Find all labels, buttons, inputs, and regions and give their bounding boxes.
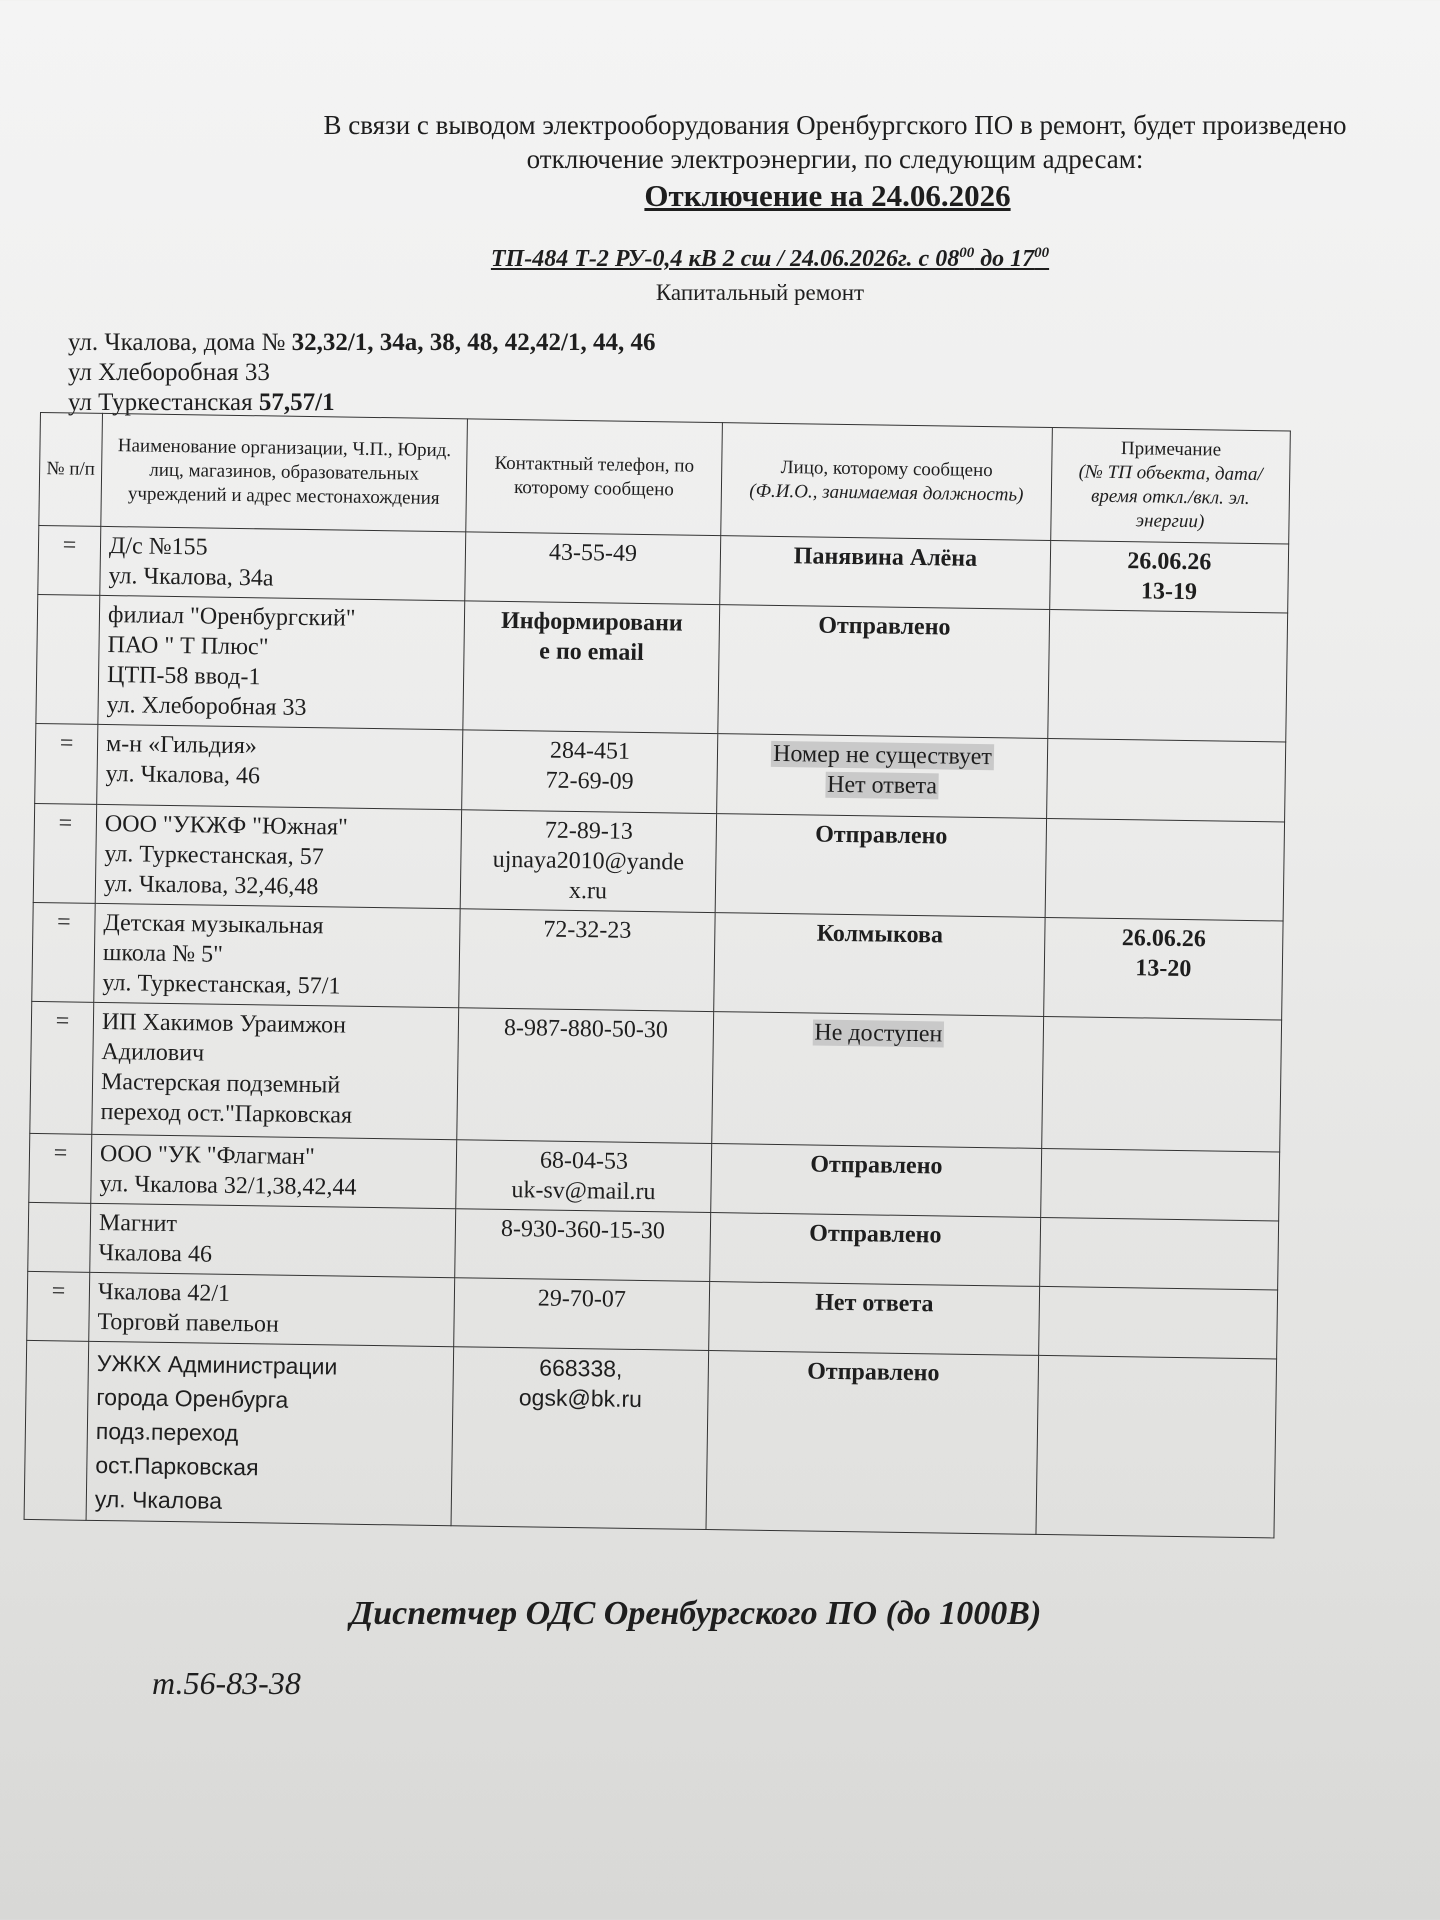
note-cell-line: 13-20 <box>1135 955 1192 983</box>
contact-cell-line: Отправлено <box>807 1358 940 1387</box>
header-num: № п/п <box>39 413 103 527</box>
contact-cell-line <box>722 1016 1035 1051</box>
contact-cell-line <box>726 738 1039 773</box>
phone-cell-line: Информировани <box>500 607 683 637</box>
organization-cell-line: Чкалова 42/1 <box>97 1278 231 1307</box>
subtitle-sup-start: 00 <box>959 245 975 261</box>
organization-cell-line: ул. Хлеборобная 33 <box>106 692 307 721</box>
address-street: ул Туркестанская <box>68 389 259 416</box>
row-number <box>24 1340 89 1520</box>
intro-line-1: В связи с выводом электрооборудования Оренбургского ПО в ремонт, будет произведено <box>323 110 1347 140</box>
organization-cell-line: м-н «Гильдия» <box>105 731 258 760</box>
organization-cell-line: ул. Чкалова 32/1,38,42,44 <box>99 1170 357 1201</box>
phone-cell-line: 668338, <box>539 1354 623 1382</box>
phone-cell <box>460 810 716 913</box>
phone-cell <box>463 601 720 734</box>
note-cell <box>1039 1286 1278 1359</box>
row-number: = <box>27 1271 90 1341</box>
contact-cell-line: Отправлено <box>810 1151 943 1180</box>
organization-cell-line: ПАО " Т Плюс" <box>107 632 269 661</box>
phone-cell-line: ujnaya2010@yande <box>492 846 685 876</box>
contact-cell-line: Отправлено <box>809 1220 942 1249</box>
address-houses: 57,57/1 <box>258 389 335 416</box>
organization-cell-line: ООО "УКЖФ "Южная" <box>104 811 348 841</box>
note-cell <box>1045 818 1284 921</box>
organization-cell-line: ул. Туркестанская, 57 <box>104 841 324 871</box>
organization-cell-line: подз.переход <box>95 1417 239 1447</box>
highlighted-text: Номер не существует <box>772 740 993 771</box>
address-street: ул. Чкалова, дома № <box>68 329 292 356</box>
address-list <box>68 328 656 418</box>
note-cell <box>1040 1217 1279 1290</box>
outage-subtitle <box>420 245 1120 273</box>
header-note <box>1051 428 1291 545</box>
organization-cell <box>100 526 466 600</box>
contact-cell <box>709 1282 1040 1356</box>
note-cell <box>1041 1148 1280 1221</box>
contact-cell <box>712 1012 1044 1149</box>
note-cell <box>1050 541 1289 614</box>
note-cell <box>1048 610 1288 743</box>
row-number: = <box>33 803 96 903</box>
row-number <box>28 1202 91 1272</box>
phone-cell-line: 72-32-23 <box>543 916 632 944</box>
subtitle-sup-end: 00 <box>1034 245 1050 261</box>
header-person <box>721 423 1053 541</box>
organization-cell-line: ул. Чкалова, 32,46,48 <box>103 871 319 901</box>
highlighted-text: Не доступен <box>814 1019 943 1048</box>
header-note-label: Примечание <box>1120 438 1222 461</box>
contact-cell <box>717 734 1048 819</box>
phone-cell-line: 29-70-07 <box>537 1285 627 1313</box>
dispatcher-phone: т.56-83-38 <box>152 1665 301 1701</box>
address-street: ул Хлеборобная 33 <box>68 359 270 386</box>
phone-cell <box>451 1347 709 1530</box>
subtitle-mid: до 17 <box>974 246 1035 272</box>
subtitle-main: ТП-484 Т-2 РУ-0,4 кВ 2 сш / 24.06.2026г. с 08 <box>490 246 960 272</box>
table-row <box>30 1001 1282 1152</box>
organization-cell-line: Адилович <box>101 1038 205 1067</box>
organization-cell-line: Торговй павельон <box>97 1308 280 1338</box>
organization-cell-line: ул. Чкалова <box>94 1485 223 1514</box>
highlighted-text: Нет ответа <box>826 771 938 800</box>
organization-cell-line: Чкалова 46 <box>98 1239 213 1268</box>
page-title: Отключение на 24.06.2026 <box>644 178 1011 213</box>
intro-line-2: отключение электроэнергии, по следующим адресам: <box>526 144 1144 174</box>
contact-cell-line: Нет ответа <box>815 1289 934 1318</box>
organization-cell <box>89 1272 455 1346</box>
contact-cell <box>711 1144 1042 1218</box>
note-cell-line: 13-19 <box>1140 578 1198 606</box>
intro-text <box>250 108 1420 176</box>
work-type: Капитальный ремонт <box>655 280 865 305</box>
contact-cell <box>720 536 1051 610</box>
phone-cell-line: 72-69-09 <box>545 767 634 795</box>
organization-cell <box>95 804 461 908</box>
phone-cell-line: uk-sv@mail.ru <box>511 1177 656 1206</box>
contact-cell-line: Колмыкова <box>816 920 944 949</box>
organization-cell <box>91 1134 457 1208</box>
address-line <box>68 358 656 388</box>
organization-cell-line: ООО "УК "Флагман" <box>99 1140 315 1171</box>
organization-cell-line: УЖКХ Администрации <box>96 1349 338 1380</box>
phone-cell-line: 43-55-49 <box>548 539 638 567</box>
note-cell-line: 26.06.26 <box>1127 548 1212 576</box>
table-body <box>24 525 1289 1537</box>
phone-cell-line: 68-04-53 <box>539 1147 629 1175</box>
note-cell-line: 26.06.26 <box>1121 925 1206 953</box>
organization-cell-line: ЦТП-58 ввод-1 <box>106 662 261 691</box>
contact-cell-line: Панявина Алёна <box>793 543 978 572</box>
notification-table <box>24 412 1291 1538</box>
phone-cell <box>462 730 718 814</box>
contact-cell <box>715 814 1046 918</box>
row-number: = <box>32 902 95 1002</box>
organization-cell <box>86 1341 454 1525</box>
organization-cell-line: школа № 5" <box>102 939 224 968</box>
phone-cell <box>465 532 721 605</box>
header-person-note: (Ф.И.О., занимаемая должность) <box>749 480 1024 506</box>
contact-cell-line <box>725 768 1038 803</box>
header-org: Наименование организации, Ч.П., Юрид. лиц, магазинов, образовательных учреждений и адрес местонахождения <box>101 413 468 531</box>
header-phone: Контактный телефон, по которому сообщено <box>466 419 723 536</box>
address-houses: 32,32/1, 34а, 38, 48, 42,42/1, 44, 46 <box>291 329 656 356</box>
organization-cell <box>90 1203 456 1277</box>
organization-cell-line: ул. Чкалова, 46 <box>105 761 261 790</box>
contact-cell-line: Отправлено <box>818 612 951 641</box>
note-cell <box>1044 917 1283 1020</box>
phone-cell-line: 284-451 <box>549 737 631 765</box>
table-header-row <box>39 413 1291 545</box>
contact-cell <box>706 1351 1039 1535</box>
phone-cell <box>459 909 715 1012</box>
row-number: = <box>38 525 101 595</box>
organization-cell-line: ул. Чкалова, 34а <box>108 563 274 592</box>
phone-cell-line: 8-930-360-15-30 <box>500 1215 666 1245</box>
organization-cell-line: Магнит <box>98 1209 178 1238</box>
contact-cell-line: Отправлено <box>814 821 948 850</box>
note-cell <box>1047 738 1286 822</box>
phone-cell <box>456 1140 712 1213</box>
phone-cell-line: 8-987-880-50-30 <box>503 1014 669 1044</box>
organization-cell-line: города Оренбурга <box>96 1383 289 1413</box>
contact-cell <box>714 913 1045 1017</box>
table-row <box>32 902 1283 1020</box>
organization-cell-line: ул. Туркестанская, 57/1 <box>102 969 341 1000</box>
organization-cell-line: Мастерская подземный <box>100 1068 341 1099</box>
table-row <box>36 594 1288 742</box>
phone-cell <box>454 1278 710 1351</box>
organization-cell-line: Детская музыкальная <box>103 909 324 940</box>
phone-cell-line: е по email <box>539 638 644 666</box>
contact-cell <box>710 1213 1041 1287</box>
contact-cell <box>718 605 1050 739</box>
organization-cell <box>94 903 460 1007</box>
dispatcher-title: Диспетчер ОДС Оренбургского ПО (до 1000В) <box>350 1595 1042 1632</box>
note-cell <box>1042 1016 1282 1152</box>
header-note-detail: (№ ТП объекта, дата/время откл./вкл. эл. энергии) <box>1078 461 1263 533</box>
organization-cell-line: филиал "Оренбургский" <box>107 602 356 632</box>
address-line <box>68 328 656 358</box>
organization-cell-line: ост.Парковская <box>95 1451 259 1481</box>
organization-cell-line: Д/с №155 <box>108 533 208 561</box>
row-number: = <box>30 1001 94 1134</box>
organization-cell <box>98 595 465 729</box>
phone-cell-line: x.ru <box>568 877 608 905</box>
phone-cell-line: 72-89-13 <box>544 817 634 845</box>
organization-cell <box>97 724 463 809</box>
organization-cell-line: переход ост."Парковская <box>100 1098 353 1129</box>
header-person-label: Лицо, которому сообщено <box>780 456 993 482</box>
row-number: = <box>29 1133 92 1203</box>
organization-cell-line: ИП Хакимов Ураимжон <box>101 1008 347 1039</box>
organization-cell <box>92 1002 459 1139</box>
phone-cell-line: ogsk@bk.ru <box>518 1384 643 1413</box>
table-row <box>33 803 1284 921</box>
phone-cell <box>455 1209 711 1282</box>
row-number: = <box>35 723 98 804</box>
phone-cell <box>457 1008 714 1144</box>
table-row <box>24 1340 1277 1538</box>
note-cell <box>1036 1355 1277 1538</box>
row-number <box>36 594 100 724</box>
